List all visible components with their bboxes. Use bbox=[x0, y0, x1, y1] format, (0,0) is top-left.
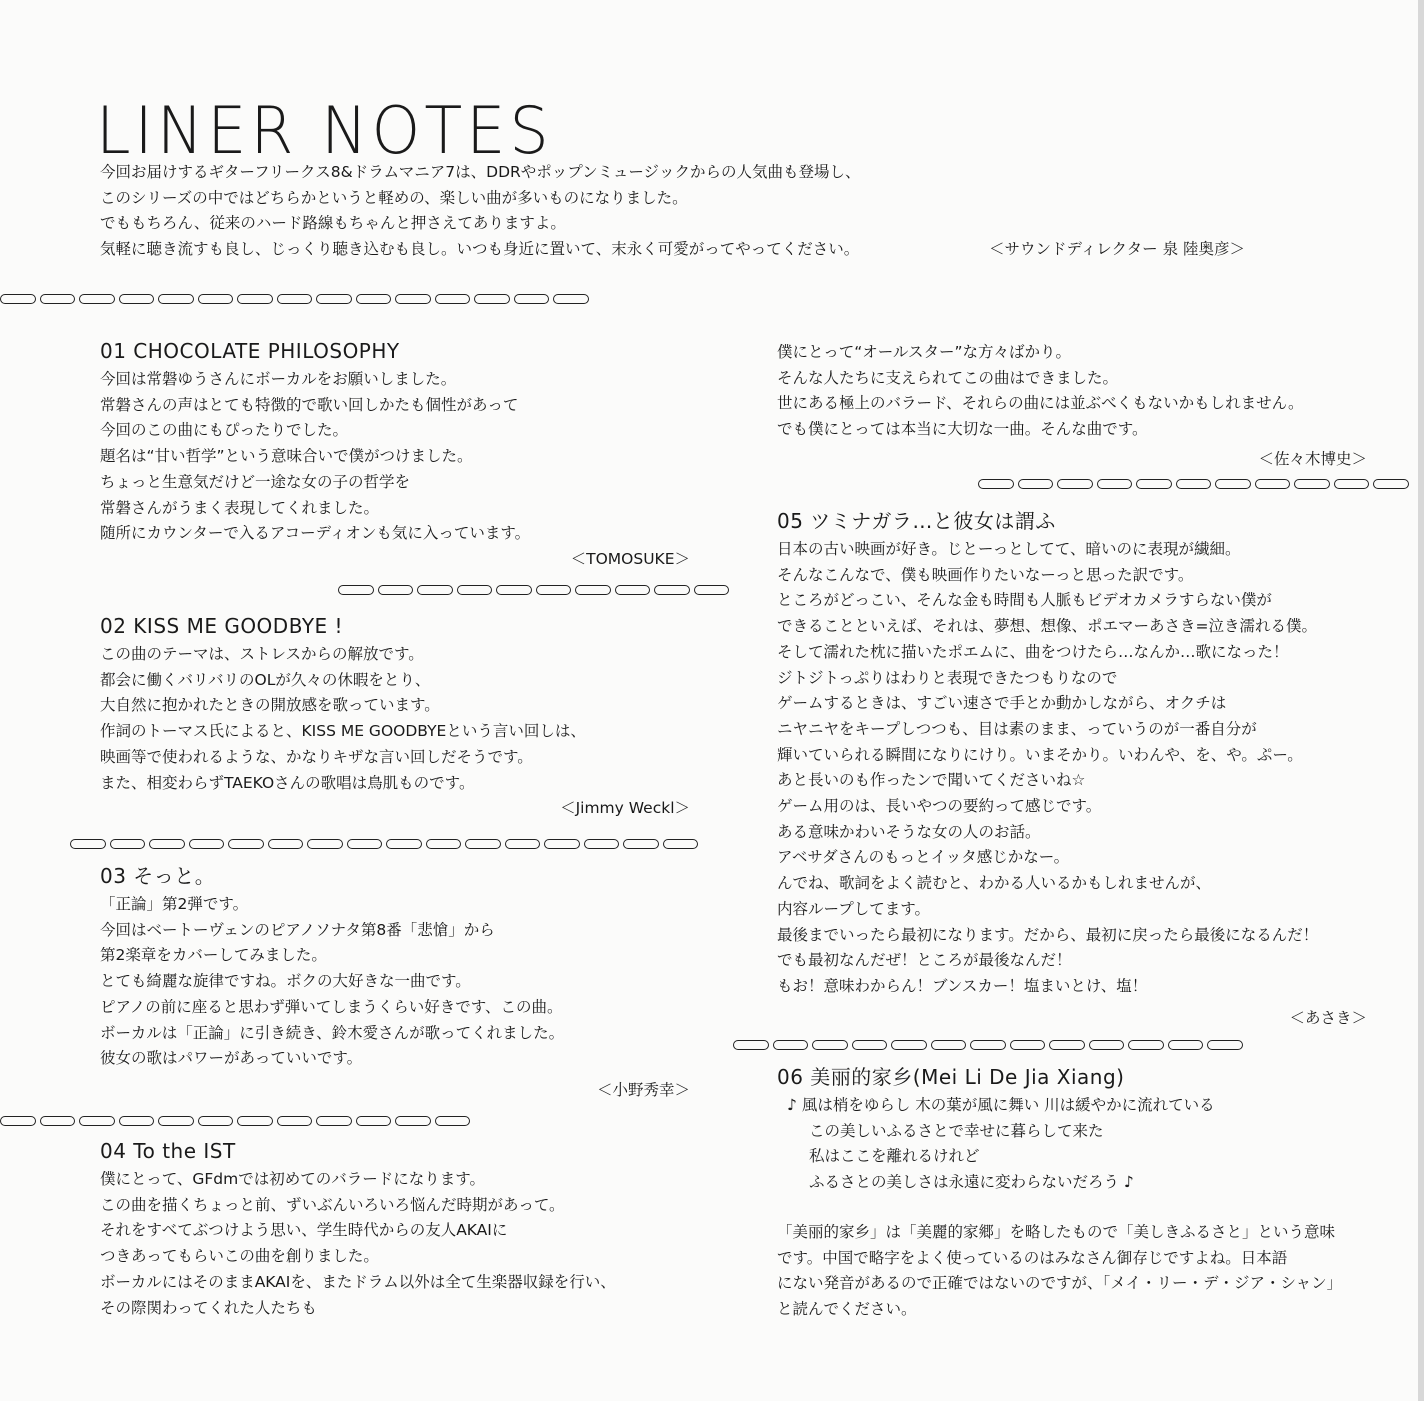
section-line: ある意味かわいそうな女の人のお話。 bbox=[777, 822, 1041, 841]
intro-line: でももちろん、従来のハード路線もちゃんと押さえてありますよ。 bbox=[100, 214, 566, 233]
section-credit: ＜Jimmy Weckl＞ bbox=[560, 799, 690, 818]
section-line: 内容ループしてます。 bbox=[777, 899, 930, 918]
chain-link bbox=[1089, 1040, 1125, 1050]
chain-link bbox=[496, 585, 532, 595]
chain-link bbox=[1097, 479, 1133, 489]
section-line: そして濡れた枕に描いたポエムに、曲をつけたら…なんか…歌になった！ bbox=[777, 642, 1289, 661]
chain-link bbox=[356, 294, 392, 304]
chain-link bbox=[307, 839, 343, 849]
chain-link bbox=[79, 1116, 115, 1126]
chain-divider bbox=[0, 1116, 474, 1128]
chain-link bbox=[1057, 479, 1093, 489]
lyric-line: ふるさとの美しさは永遠に変わらないだろう ♪ bbox=[809, 1173, 1134, 1192]
chain-link bbox=[536, 585, 572, 595]
section-line: ジトジトっぷりはわりと表現できたつもりなので bbox=[777, 668, 1118, 687]
chain-link bbox=[773, 1040, 809, 1050]
intro-block bbox=[100, 160, 1300, 263]
section-line: ボーカルは「正論」に引き続き、鈴木愛さんが歌ってくれました。 bbox=[100, 1023, 565, 1042]
section-04-continued bbox=[777, 340, 1367, 473]
chain-link bbox=[228, 839, 264, 849]
section-line: 随所にカウンターで入るアコーディオンも気に入っています。 bbox=[100, 524, 531, 543]
chain-link bbox=[1049, 1040, 1085, 1050]
chain-link bbox=[1207, 1040, 1243, 1050]
chain-divider bbox=[338, 585, 733, 597]
chain-link bbox=[316, 294, 352, 304]
lyric-line: 私はここを離れるけれど bbox=[809, 1147, 980, 1166]
section-01 bbox=[100, 337, 690, 573]
section-line: ボーカルにはそのままAKAIを、またドラム以外は全て生楽器収録を行い、 bbox=[100, 1272, 616, 1291]
chain-link bbox=[970, 1040, 1006, 1050]
chain-link bbox=[386, 839, 422, 849]
chain-link bbox=[1373, 479, 1409, 489]
section-line: ニヤニヤをキープしつつも、目は素のまま、っていうのが一番自分が bbox=[777, 719, 1257, 738]
section-line: アベサダさんのもっとイッタ感じかなー。 bbox=[777, 848, 1070, 867]
section-line: また、相変わらずTAEKOさんの歌唱は鳥肌ものです。 bbox=[100, 773, 475, 792]
page-title: LINER NOTES bbox=[96, 92, 553, 169]
section-line: 映画等で使われるような、かなりキザな言い回しだそうです。 bbox=[100, 747, 533, 766]
section-line: 常磐さんがうまく表現してくれました。 bbox=[100, 498, 380, 517]
section-02 bbox=[100, 612, 690, 822]
section-title: 06 美丽的家乡(Mei Li De Jia Xiang) bbox=[777, 1065, 1125, 1089]
section-line: 輝いていられる瞬間になりにけり。いまそかり。いわんや、を、や。ぷー。 bbox=[777, 745, 1303, 764]
chain-link bbox=[158, 294, 194, 304]
chain-link bbox=[505, 839, 541, 849]
section-line: つきあってもらいこの曲を創りました。 bbox=[100, 1247, 379, 1266]
chain-link bbox=[316, 1116, 352, 1126]
section-line: そんなこんなで、僕も映画作りたいなーっと思った訳です。 bbox=[777, 565, 1194, 584]
section-line: ピアノの前に座ると思わず弾いてしまうくらい好きです、この曲。 bbox=[100, 997, 563, 1016]
chain-link bbox=[189, 839, 225, 849]
chain-link bbox=[347, 839, 383, 849]
chain-link bbox=[395, 1116, 431, 1126]
section-line: その際関わってくれた人たちも bbox=[100, 1298, 317, 1317]
chain-link bbox=[378, 585, 414, 595]
lyrics-block bbox=[777, 1093, 1377, 1196]
chain-link bbox=[553, 294, 589, 304]
chain-link bbox=[417, 585, 453, 595]
lyric-line: ♪ 風は梢をゆらし 木の葉が風に舞い 川は緩やかに流れている bbox=[787, 1096, 1215, 1114]
section-line: 僕にとって“オールスター”な方々ばかり。 bbox=[777, 343, 1071, 361]
chain-link bbox=[198, 294, 234, 304]
chain-divider bbox=[70, 839, 702, 851]
chain-link bbox=[891, 1040, 927, 1050]
chain-link bbox=[1255, 479, 1291, 489]
section-title: 04 To the IST bbox=[100, 1139, 236, 1163]
section-line: 最後までいったら最初になります。だから、最初に戻ったら最後になるんだ！ bbox=[777, 925, 1319, 944]
section-title: 03 そっと。 bbox=[100, 864, 216, 888]
chain-link bbox=[1018, 479, 1054, 489]
chain-link bbox=[70, 839, 106, 849]
chain-link bbox=[158, 1116, 194, 1126]
chain-link bbox=[110, 839, 146, 849]
chain-link bbox=[1010, 1040, 1046, 1050]
section-line: んでね、歌詞をよく読むと、わかる人いるかもしれませんが、 bbox=[777, 874, 1212, 893]
chain-link bbox=[584, 839, 620, 849]
section-line: 作詞のトーマス氏によると、KISS ME GOODBYEという言い回しは、 bbox=[100, 722, 586, 741]
chain-link bbox=[435, 294, 471, 304]
chain-link bbox=[1334, 479, 1370, 489]
lyric-line: この美しいふるさとで幸せに暮らして来た bbox=[809, 1121, 1104, 1140]
chain-link bbox=[615, 585, 651, 595]
chain-link bbox=[40, 1116, 76, 1126]
section-03 bbox=[100, 862, 690, 1104]
chain-link bbox=[1176, 479, 1212, 489]
section-line: 今回は常磐ゆうさんにボーカルをお願いしました。 bbox=[100, 370, 457, 388]
intro-line: 今回お届けするギターフリークス8&ドラムマニア7は、DDRやポップンミュージックからの人気曲も登場し、 bbox=[100, 163, 861, 181]
chain-link bbox=[457, 585, 493, 595]
section-line: それをすべてぶつけよう思い、学生時代からの友人AKAIに bbox=[100, 1221, 508, 1240]
section-line: ゲーム用のは、長いやつの要約って感じです。 bbox=[777, 797, 1102, 816]
chain-link bbox=[514, 294, 550, 304]
section-line: 常磐さんの声はとても特徴的で歌い回しかたも個性があって bbox=[100, 395, 519, 414]
chain-link bbox=[119, 294, 155, 304]
section-line: 第2楽章をカバーしてみました。 bbox=[100, 946, 327, 965]
section-line: 大自然に抱かれたときの開放感を歌っています。 bbox=[100, 696, 440, 715]
chain-link bbox=[237, 1116, 273, 1126]
intro-credit: ＜サウンドディレクター 泉 陸奥彦＞ bbox=[989, 240, 1245, 259]
section-line: ちょっと生意気だけど一途な女の子の哲学を bbox=[100, 472, 411, 491]
chain-link bbox=[395, 294, 431, 304]
section-title: 05 ツミナガラ…と彼女は謂ふ bbox=[777, 509, 1056, 533]
chain-link bbox=[654, 585, 690, 595]
chain-link bbox=[978, 479, 1014, 489]
chain-link bbox=[474, 294, 510, 304]
section-title: 02 KISS ME GOODBYE ! bbox=[100, 614, 344, 638]
section-credit: ＜TOMOSUKE＞ bbox=[570, 549, 690, 568]
chain-link bbox=[338, 585, 374, 595]
chain-link bbox=[237, 294, 273, 304]
section-06 bbox=[777, 1063, 1377, 1323]
chain-link bbox=[1215, 479, 1251, 489]
chain-link bbox=[0, 294, 36, 304]
chain-link bbox=[812, 1040, 848, 1050]
section-title: 01 CHOCOLATE PHILOSOPHY bbox=[100, 339, 400, 363]
section-line: ゲームするときは、すごい速さで手とか動かしながら、オクチは bbox=[777, 694, 1227, 713]
chain-link bbox=[149, 839, 185, 849]
chain-link bbox=[544, 839, 580, 849]
section-line: 題名は“甘い哲学”という意味合いで僕がつけました。 bbox=[100, 447, 473, 466]
chain-link bbox=[0, 1116, 36, 1126]
section-line: 世にある極上のバラード、それらの曲には並ぶべくもないかもしれません。 bbox=[777, 394, 1304, 413]
section-line: そんな人たちに支えられてこの曲はできました。 bbox=[777, 368, 1119, 387]
section-04 bbox=[100, 1137, 720, 1321]
intro-line: このシリーズの中ではどちらかというと軽めの、楽しい曲が多いものになりました。 bbox=[100, 188, 688, 207]
chain-link bbox=[40, 294, 76, 304]
section-line: にない発音があるので正確ではないのですが、「メイ・リー・デ・ジア・シャン」 bbox=[777, 1274, 1343, 1293]
section-line: この曲のテーマは、ストレスからの解放です。 bbox=[100, 645, 424, 663]
chain-link bbox=[119, 1116, 155, 1126]
chain-link bbox=[356, 1116, 392, 1126]
section-line: 「正論」第2弾です。 bbox=[100, 895, 249, 913]
chain-link bbox=[198, 1116, 234, 1126]
chain-link bbox=[852, 1040, 888, 1050]
section-05 bbox=[777, 507, 1367, 1031]
section-line: もお！意味わからん！ブンスカー！塩まいとけ、塩！ bbox=[777, 976, 1148, 995]
section-line: です。中国で略字をよく使っているのはみなさん御存じですよね。日本語 bbox=[777, 1248, 1288, 1267]
section-line: あと長いのも作ったンで聞いてくださいね☆ bbox=[777, 771, 1086, 790]
intro-line: 気軽に聴き流すも良し、じっくり聴き込むも良し。いつも身近に置いて、末永く可愛がってやってください。 bbox=[100, 240, 860, 259]
section-line: この曲を描くちょっと前、ずいぶんいろいろ悩んだ時期があって。 bbox=[100, 1195, 565, 1214]
chain-link bbox=[1136, 479, 1172, 489]
chain-link bbox=[663, 839, 699, 849]
section-credit: ＜佐々木博史＞ bbox=[1258, 449, 1367, 468]
section-line: 「美丽的家乡」は「美麗的家郷」を略したもので「美しきふるさと」という意味 bbox=[777, 1222, 1336, 1241]
chain-link bbox=[79, 294, 115, 304]
chain-link bbox=[623, 839, 659, 849]
chain-divider bbox=[0, 294, 593, 306]
chain-link bbox=[277, 1116, 313, 1126]
chain-link bbox=[435, 1116, 471, 1126]
chain-link bbox=[575, 585, 611, 595]
chain-link bbox=[931, 1040, 967, 1050]
section-line: 僕にとって、GFdmでは初めてのバラードになります。 bbox=[100, 1170, 486, 1188]
section-line: 日本の古い映画が好き。じとーっとしてて、暗いのに表現が繊細。 bbox=[777, 540, 1241, 558]
chain-link bbox=[1168, 1040, 1204, 1050]
section-line: でも最初なんだぜ！ところが最後なんだ！ bbox=[777, 951, 1072, 970]
section-line: 彼女の歌はパワーがあっていいです。 bbox=[100, 1049, 363, 1068]
section-line: できることといえば、それは、夢想、想像、ポエマーあさき=泣き濡れる僕。 bbox=[777, 617, 1317, 636]
chain-link bbox=[733, 1040, 769, 1050]
section-line: と読んでください。 bbox=[777, 1299, 917, 1318]
chain-divider bbox=[733, 1040, 1247, 1052]
section-line: ところがどっこい、そんな金も時間も人脈もビデオカメラすらない僕が bbox=[777, 591, 1272, 610]
chain-link bbox=[694, 585, 730, 595]
chain-link bbox=[1128, 1040, 1164, 1050]
chain-link bbox=[426, 839, 462, 849]
section-line: 今回はベートーヴェンのピアノソナタ第8番「悲愴」から bbox=[100, 920, 495, 939]
section-credit: ＜あさき＞ bbox=[1289, 1008, 1367, 1027]
section-line: とても綺麗な旋律ですね。ボクの大好きな一曲です。 bbox=[100, 972, 471, 991]
section-line: 今回のこの曲にもぴったりでした。 bbox=[100, 421, 349, 440]
page-edge-shadow bbox=[1418, 0, 1424, 1401]
chain-link bbox=[1294, 479, 1330, 489]
chain-link bbox=[277, 294, 313, 304]
section-credit: ＜小野秀幸＞ bbox=[596, 1080, 690, 1099]
chain-link bbox=[465, 839, 501, 849]
chain-link bbox=[268, 839, 304, 849]
chain-divider bbox=[978, 479, 1413, 491]
section-line: でも僕にとっては本当に大切な一曲。そんな曲です。 bbox=[777, 420, 1148, 439]
section-line: 都会に働くバリバリのOLが久々の休暇をとり、 bbox=[100, 670, 431, 689]
